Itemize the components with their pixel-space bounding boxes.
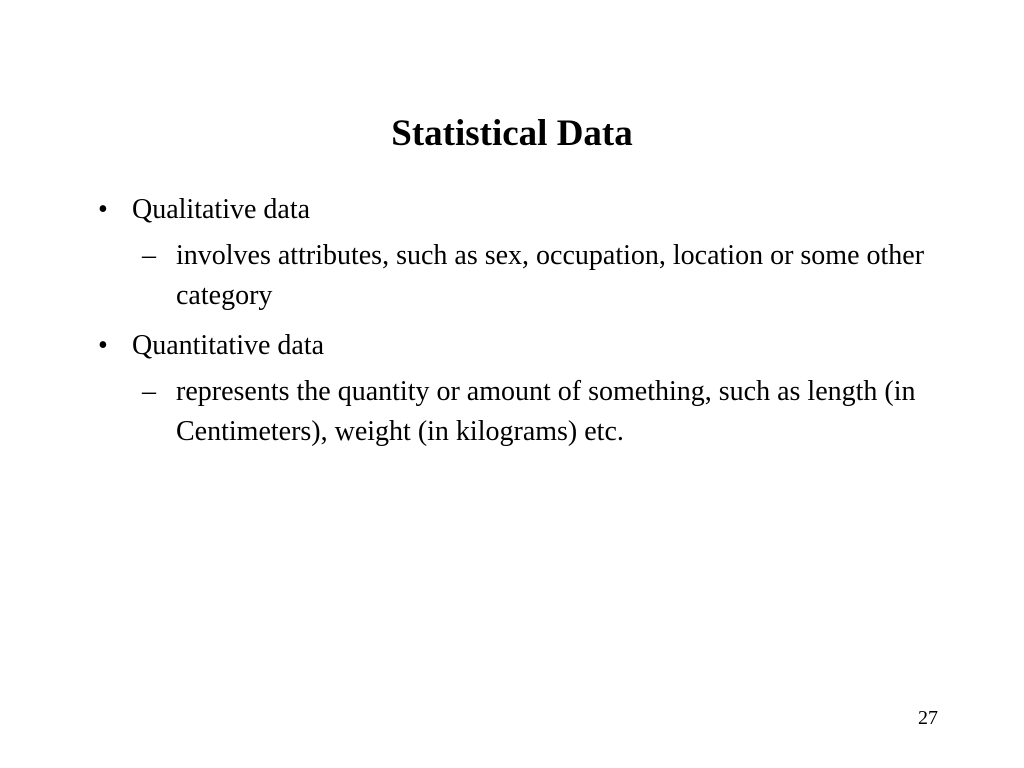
bullet-item-qualitative (94, 190, 964, 230)
sub-bullet-qualitative (142, 236, 964, 316)
sub-bullet-text: represents the quantity or amount of something, such as length (in Centimeters), weight (in kilograms) etc. (176, 376, 916, 447)
page-number: 27 (918, 707, 938, 729)
dash-marker: – (142, 240, 156, 271)
bullet-item-quantitative (94, 326, 964, 366)
sub-bullet-quantitative (142, 372, 964, 452)
bullet-marker: • (98, 194, 108, 225)
slide-title: Statistical Data (391, 113, 633, 154)
bullet-text: Qualitative data (132, 194, 311, 225)
dash-marker: – (142, 376, 156, 407)
bullet-marker: • (98, 330, 108, 361)
slide-content (94, 190, 964, 452)
bullet-text: Quantitative data (132, 330, 325, 361)
sub-bullet-text: involves attributes, such as sex, occupation, location or some other category (176, 240, 925, 311)
